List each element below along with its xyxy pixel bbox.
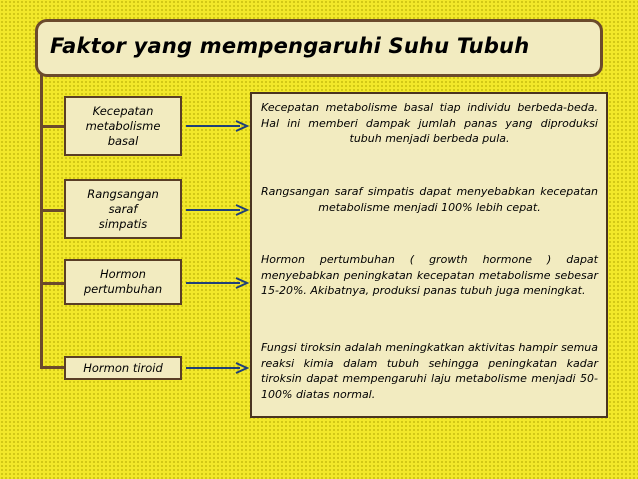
- description-saraf-simpatis: Rangsangan saraf simpatis dapat menyebabkan kecepatan metabolisme menjadi 100% lebih cepat.: [261, 185, 598, 214]
- factor-label-hormon-tiroid: Hormon tiroid: [83, 360, 163, 375]
- arrow-right-icon: [186, 119, 250, 133]
- factor-label-saraf-simpatis: Rangsangan saraf simpatis: [87, 186, 159, 231]
- description-metabolisme-basal: Kecepatan metabolisme basal tiap individu berbeda-beda. Hal ini memberi dampak jumlah panas yang diproduksi tubuh menjadi berbeda pula.: [261, 101, 598, 145]
- diagram-title: Faktor yang mempengaruhi Suhu Tubuh: [50, 34, 530, 58]
- factor-box-metabolisme-basal: [64, 96, 182, 156]
- factor-box-hormon-tiroid: [64, 356, 182, 380]
- description-box: [250, 92, 608, 418]
- connector-branch-3: [40, 282, 64, 285]
- connector-branch-2: [40, 209, 64, 212]
- factor-box-hormon-pertumbuhan: [64, 259, 182, 305]
- connector-branch-1: [40, 125, 64, 128]
- factor-label-metabolisme-basal: Kecepatan metabolisme basal: [85, 103, 161, 148]
- connector-trunk: [40, 75, 43, 369]
- factor-box-saraf-simpatis: [64, 179, 182, 239]
- description-hormon-pertumbuhan: Hormon pertumbuhan ( growth hormone ) dapat menyebabkan peningkatan kecepatan metabolisme sebesar 15-20%. Akibatnya, produksi panas tubuh juga meningkat.: [261, 253, 598, 297]
- factor-label-hormon-pertumbuhan: Hormon pertumbuhan: [83, 267, 163, 296]
- description-hormon-tiroid: Fungsi tiroksin adalah meningkatkan aktivitas hampir semua reaksi kimia dalam tubuh sehingga peningkatan kadar tiroksin dapat mempengaruhi laju metabolisme menjadi 50-100% diatas normal.: [261, 341, 598, 401]
- arrow-right-icon: [186, 203, 250, 217]
- arrow-right-icon: [186, 361, 250, 375]
- title-box: [35, 19, 603, 77]
- arrow-right-icon: [186, 276, 250, 290]
- connector-branch-4: [40, 366, 64, 369]
